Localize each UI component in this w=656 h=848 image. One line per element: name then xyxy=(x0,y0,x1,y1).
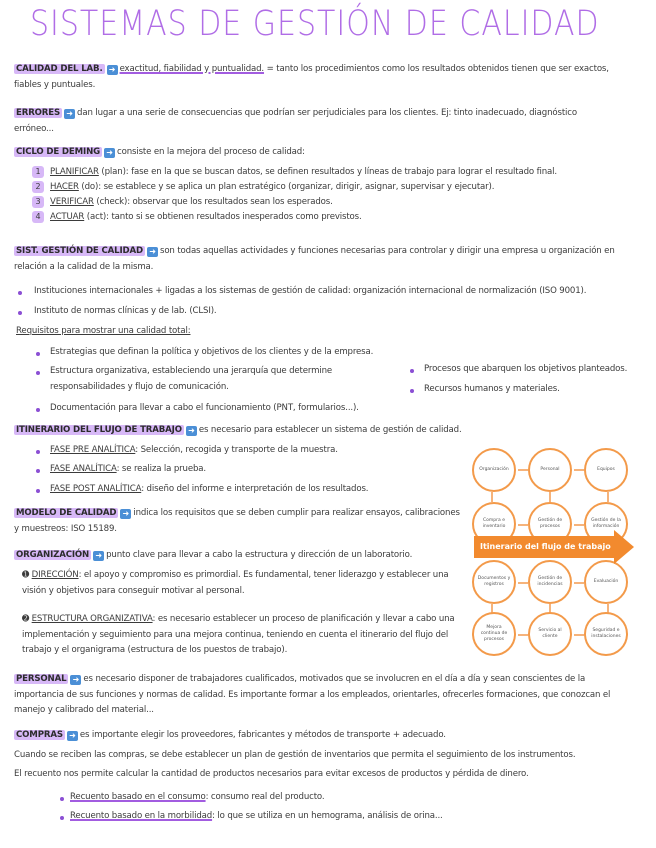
step-text: (act): tanto si se obtienen resultados inesperados como previstos. xyxy=(84,212,362,222)
node-compra: Compra e inventario xyxy=(472,502,516,546)
step-text: (do): se establece y se aplica un plan estratégico (organizar, dirigir, asignar, supervisar y ejecutar). xyxy=(78,182,495,192)
bullet-icon xyxy=(36,469,40,473)
personal-text: es necesario disponer de trabajadores cualificados, motivados que se involucren en el día a día y sean conscientes de la importancia de sus funciones y normas de calidad. Es importante formar a los empleados, orientarles, ofrecerles formaciones, que conozcan el manejo y calibrado del material... xyxy=(14,674,611,715)
circled-2-icon: ➋ xyxy=(22,614,32,624)
section-calidad xyxy=(14,62,614,93)
estructura-text: : es necesario establecer un proceso de planificación y llevar a cabo una implementación y seguimiento para una mejora continua, teniendo en cuenta el itinerario del flujo del trabajo y el organigrama (estructura de los puestos de trabajo). xyxy=(22,614,455,655)
deming-item xyxy=(32,195,622,210)
heading-modelo: MODELO DE CALIDAD xyxy=(16,508,117,518)
node-gestion-procesos: Gestión de procesos xyxy=(528,502,572,546)
sgc-bullet1: Instituciones internacionales + ligadas a los sistemas de gestión de calidad: organización internacional de normalización (ISO 9001). xyxy=(34,286,587,296)
fase1-key: FASE PRE ANALÍTICA xyxy=(50,445,136,455)
direccion-key: DIRECCIÓN xyxy=(31,570,79,580)
circled-1-icon: ➊ xyxy=(22,570,32,580)
req1: Estrategias que definan la política y objetivos de los clientes y de la empresa. xyxy=(50,347,374,357)
node-evaluacion: Evaluación xyxy=(584,560,628,604)
errores-text: dan lugar a una serie de consecuencias que podrían ser perjudiciales para los clientes. Ej: tinto inadecuado, diagnóstico erróneo... xyxy=(14,108,577,134)
arrow-icon: ➜ xyxy=(64,109,75,119)
node-personal: Personal xyxy=(528,448,572,492)
workflow-arrow-label: Itinerario del flujo de trabajo xyxy=(474,536,614,558)
arrow-icon: ➜ xyxy=(120,509,131,519)
bullet-icon xyxy=(36,371,40,375)
node-incidencias: Gestión de incidencias xyxy=(528,560,572,604)
step-number: 1 xyxy=(32,166,44,178)
heading-personal: PERSONAL xyxy=(16,674,67,684)
deming-item xyxy=(32,210,622,225)
arrow-icon: ➜ xyxy=(67,731,78,741)
node-documentos: Documentos y registros xyxy=(472,560,516,604)
compras-text: es importante elegir los proveedores, fabricantes y métodos de transporte + adecuado. xyxy=(79,730,446,740)
step-number: 4 xyxy=(32,211,44,223)
estructura-key: ESTRUCTURA ORGANIZATIVA xyxy=(31,614,153,624)
step-number: 2 xyxy=(32,181,44,193)
fase2-text: : se realiza la prueba. xyxy=(116,464,206,474)
heading-calidad: CALIDAD DEL LAB. xyxy=(16,64,103,74)
deming-item xyxy=(32,165,622,180)
direccion-text: : el apoyo y compromiso es primordial. Es fundamental, tener liderazgo y establecer una visión y objetivos para conseguir motivar al personal. xyxy=(22,570,449,596)
step-key: VERIFICAR xyxy=(50,197,94,207)
arrow-icon: ➜ xyxy=(186,426,197,436)
arrow-icon: ➜ xyxy=(93,551,104,561)
req2: Estructura organizativa, estableciendo una jerarquía que determine responsabilidades y flujo de comunicación. xyxy=(50,366,333,392)
org-estructura xyxy=(22,612,462,659)
bullet-icon xyxy=(60,797,64,801)
requisitos-heading: Requisitos para mostrar una calidad total: xyxy=(16,326,191,336)
heading-organizacion: ORGANIZACIÓN xyxy=(16,550,90,560)
org-text: punto clave para llevar a cabo la estructura y dirección de un laboratorio. xyxy=(106,550,413,560)
req4: Procesos que abarquen los objetivos planteados. xyxy=(424,364,628,374)
req5: Recursos humanos y materiales. xyxy=(424,384,560,394)
step-text: (check): observar que los resultados sean los esperados. xyxy=(93,197,333,207)
step-key: ACTUAR xyxy=(50,212,85,222)
node-gestion-informacion: Gestión de la información xyxy=(584,502,628,546)
compras-text2: Cuando se reciben las compras, se debe establecer un plan de gestión de inventarios que permita el seguimiento de los instrumentos. xyxy=(14,750,576,760)
bullet-icon xyxy=(410,389,414,393)
heading-deming: CICLO DE DEMING xyxy=(16,147,101,157)
deming-list xyxy=(32,165,622,225)
section-modelo xyxy=(14,506,464,537)
modelo-text: indica los requisitos que se deben cumplir para realizar ensayos, calibraciones y muestreos: ISO 15189. xyxy=(14,508,460,534)
node-servicio: Servicio al cliente xyxy=(528,612,572,656)
fase1-text: : Selección, recogida y transporte de la muestra. xyxy=(135,445,338,455)
arrow-icon: ➜ xyxy=(104,148,115,158)
bullet-icon xyxy=(36,489,40,493)
req3: Documentación para llevar a cabo el funcionamiento (PNT, formularios...). xyxy=(50,403,359,413)
bullet-icon xyxy=(36,352,40,356)
itin-text: es necesario para establecer un sistema de gestión de calidad. xyxy=(198,425,462,435)
heading-errores: ERRORES xyxy=(16,108,61,118)
heading-compras: COMPRAS xyxy=(16,730,63,740)
compras-text3: El recuento nos permite calcular la cantidad de productos necesarios para evitar excesos de productos y pérdida de dinero. xyxy=(14,769,529,779)
section-sgc xyxy=(14,244,628,275)
section-personal xyxy=(14,672,630,719)
page-title: SISTEMAS DE GESTIÓN DE CALIDAD xyxy=(30,4,600,45)
arrow-head-icon xyxy=(614,530,634,564)
node-equipos: Equipos xyxy=(584,448,628,492)
arrow-icon: ➜ xyxy=(70,675,81,685)
recuento2-key: Recuento basado en la morbilidad xyxy=(70,811,213,821)
bullet-icon xyxy=(36,408,40,412)
fase3-text: : diseño del informe e interpretación de los resultados. xyxy=(141,484,369,494)
deming-item xyxy=(32,180,622,195)
heading-sgc: SIST. GESTIÓN DE CALIDAD xyxy=(16,246,143,256)
recuento2-text: : lo que se utiliza en un hemograma, análisis de orina... xyxy=(212,811,443,821)
section-organizacion xyxy=(14,548,464,564)
step-key: HACER xyxy=(50,182,79,192)
step-number: 3 xyxy=(32,196,44,208)
section-errores xyxy=(14,106,614,137)
arrow-icon: ➜ xyxy=(107,65,118,75)
recuento1-text: : consumo real del producto. xyxy=(205,792,325,802)
bullet-icon xyxy=(410,369,414,373)
arrow-icon: ➜ xyxy=(147,247,158,257)
section-compras xyxy=(14,728,630,744)
section-deming xyxy=(14,145,614,161)
calidad-text1: exactitud, fiabilidad y puntualidad. xyxy=(119,64,265,74)
node-mejora: Mejora continua de procesos xyxy=(472,612,516,656)
calidad-text2: = tanto los procedimientos como los resultados obtenidos tienen que ser exactos, fiables y puntuales. xyxy=(14,64,609,90)
org-direccion xyxy=(22,568,462,599)
step-key: PLANIFICAR xyxy=(50,167,99,177)
workflow-diagram xyxy=(470,448,636,656)
bullet-icon xyxy=(60,816,64,820)
section-itinerario xyxy=(14,423,628,439)
step-text: (plan): fase en la que se buscan datos, se definen resultados y líneas de trabajo para lograr el resultado final. xyxy=(98,167,557,177)
node-organizacion: Organización xyxy=(472,448,516,492)
bullet-icon xyxy=(18,291,22,295)
node-seguridad: Seguridad e instalaciones xyxy=(584,612,628,656)
bullet-icon xyxy=(18,311,22,315)
fase3-key: FASE POST ANALÍTICA xyxy=(50,484,142,494)
sgc-text: son todas aquellas actividades y funciones necesarias para controlar y dirigir una empresa u organización en relación a la calidad de la misma. xyxy=(14,246,615,272)
heading-itinerario: ITINERARIO DEL FLUJO DE TRABAJO xyxy=(16,425,182,435)
recuento1-key: Recuento basado en el consumo xyxy=(70,792,206,802)
bullet-icon xyxy=(36,450,40,454)
deming-text: consiste en la mejora del proceso de calidad: xyxy=(117,147,305,157)
sgc-bullet2: Instituto de normas clínicas y de lab. (CLSI). xyxy=(34,306,217,316)
fase2-key: FASE ANALÍTICA xyxy=(50,464,117,474)
